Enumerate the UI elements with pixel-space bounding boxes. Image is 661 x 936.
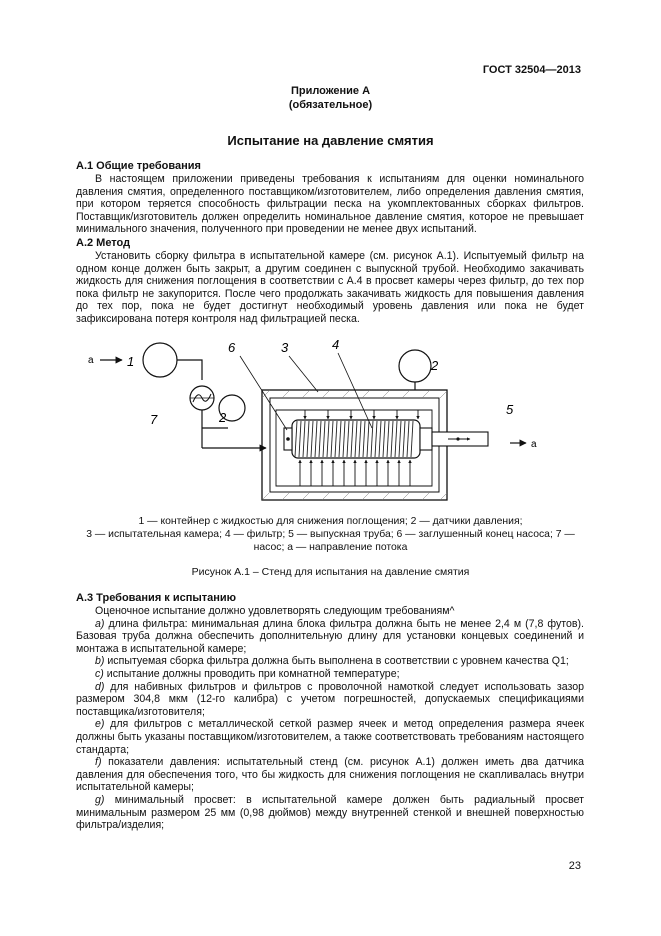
fluid-container [143,343,177,377]
requirement-e [76,718,584,756]
section-a3-text [76,605,584,832]
section-a2-heading: А.2 Метод [76,237,131,249]
requirement-text: длина фильтра: минимальная длина блока фильтра должна быть не менее 2,4 м (7,8 футов). Базовая труба должна обеспечить дополнительную длину для установки концевых соединений и монтажа в испытательной камере; [76,617,584,655]
requirement-a [76,618,584,656]
requirement-text: показатели давления: испытательный стенд (см. рисунок А.1) должен иметь два датчика давления для обеспечения того, что бы жидкость для снижения поглощения не скапливалась внутри испытательной камеры; [76,756,584,794]
page-number: 23 [568,860,581,872]
leader-6 [240,356,287,430]
label-4: 4 [332,337,340,352]
outlet-flow-label: а [531,439,537,450]
label-3: 3 [281,340,289,355]
requirement-b [76,655,584,668]
requirement-label: e) [95,718,105,731]
requirement-label: b) [95,655,105,668]
filter-end-fitting [420,428,432,450]
figure-legend [0,515,661,554]
legend-line-2: 3 — испытательная камера; 4 — фильтр; 5 — выпускная труба; 6 — заглушенный конец насоса; 7 — [86,529,575,540]
requirement-text: испытание должны проводить при комнатной температуре; [106,667,400,680]
requirement-c [76,668,584,681]
requirement-label: a) [95,617,105,630]
annex-status: (обязательное) [288,99,373,111]
label-1: 1 [127,354,135,369]
supply-line [177,360,202,380]
label-2-inlet: 2 [219,410,227,425]
legend-line-1: 1 — контейнер с жидкостью для снижения поглощения; 2 — датчики давления; [138,516,523,527]
requirement-text: испытуемая сборка фильтра должна быть выполнена в соответствии с уровнем качества Q1; [107,655,569,668]
requirement-f [76,756,584,794]
requirement-label: d) [95,680,105,693]
section-a3-intro: Оценочное испытание должно удовлетворять следующим требованиям^ [95,605,455,617]
requirement-label: f) [95,756,102,769]
section-a3-heading: А.3 Требования к испытанию [76,592,237,604]
flow-arrows-top [305,410,418,419]
annex-title: Приложение А [290,85,371,97]
label-6: 6 [228,340,236,355]
requirement-label: g) [95,793,105,806]
requirement-g [76,794,584,832]
label-7: 7 [150,412,158,427]
label-5: 5 [506,402,514,417]
figure-caption: Рисунок А.1 – Стенд для испытания на давление смятия [191,566,470,578]
requirement-text: для набивных фильтров и фильтров с проволочной намоткой следует использовать зазор размером 304,8 мкм (12-го калибра) с учетом погрешностей, допускаемых спецификациями поставщика/изготовителя; [76,680,584,718]
requirement-d [76,681,584,719]
flow-arrows-bottom [300,460,410,486]
page-title: Испытание на давление смятия [227,133,434,148]
requirement-text: минимальный просвет: в испытательной камере должен быть радиальный просвет минимальным размером 25 мм (0,98 дюймов) между внутренней стенкой и внешней поверхностью фильтра/изделия; [76,793,584,832]
label-2-chamber: 2 [431,358,439,373]
section-a1-text [76,173,584,236]
test-stand-diagram [0,330,661,512]
requirement-text: для фильтров с металлической сеткой размер ячеек и метод определения размера ячеек должны быть указаны поставщиком/изготовителем, а также соответствовать требованиям настоящего стандарта; [76,718,584,756]
section-a1-paragraph: В настоящем приложении приведены требования к испытаниям для оценки номинального давления смятия, определенного поставщиком/изготовителем, либо определения давления смятия, при котором теряется способность фильтрации песка на укомплектованных сборках фильтров. Поставщик/изготовитель должен определить номинальное давление смятия, которое не превышает минимального значения, полученного при проведении не менее двух испытаний. [76,173,584,236]
legend-line-3: насос; а — направление потока [253,542,408,553]
pressure-gauge-chamber [399,350,431,382]
annex-heading [0,84,661,112]
section-a2-text [76,250,584,326]
section-a1-heading: А.1 Общие требования [76,160,201,172]
inlet-flow-label: а [88,355,94,366]
leader-3 [289,356,318,392]
section-a2-paragraph: Установить сборку фильтра в испытательной камере (см. рисунок А.1). Испытуемый фильтр на одном конце должен быть закрыт, а другим соединен с выпускной трубой. Необходимо закачивать жидкость для снижения поглощения в соответствии с А.4 в просвет камеры через фильтр, до тех пор пока фильтр не закупорится. После чего продолжать закачивать жидкость для повышения давления до тех пор, пока не будет достигнут необходимый уровень давления или пока не будет зафиксирована потеря контроля над фильтрацией песка. [76,250,584,325]
requirement-label: c) [95,667,104,680]
standard-number: ГОСТ 32504—2013 [482,64,581,76]
